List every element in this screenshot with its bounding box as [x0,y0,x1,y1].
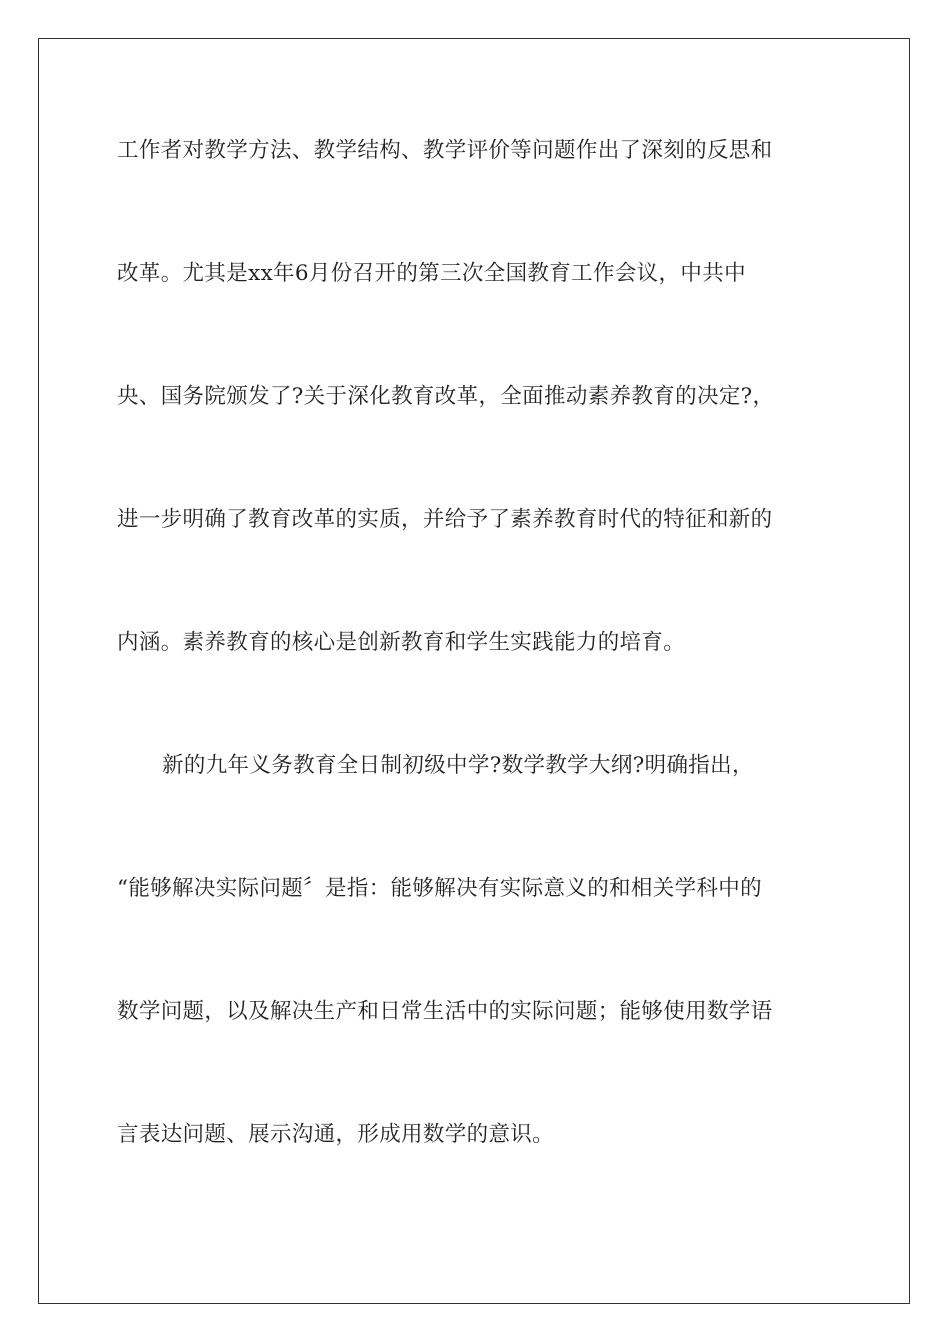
text-line: 数学问题，以及解决生产和日常生活中的实际问题；能够使用数学语 [117,999,773,1024]
text-line: 央、国务院颁发了?关于深化教育改革，全面推动素养教育的决定?， [117,384,775,409]
page-border [38,38,910,1304]
text-line: 言表达问题、展示沟通，形成用数学的意识。 [117,1122,555,1147]
text-line: 进一步明确了教育改革的实质，并给予了素养教育时代的特征和新的 [117,507,773,532]
text-line: 内涵。素养教育的核心是创新教育和学生实践能力的培育。 [117,630,686,655]
text-line: 改革。尤其是xx年6月份召开的第三次全国教育工作会议，中共中 [117,261,746,286]
text-line: “能够解决实际问题〞是指：能够解决有实际意义的和相关学科中的 [117,876,762,901]
text-line: 工作者对教学方法、教学结构、教学评价等问题作出了深刻的反思和 [117,138,773,163]
paragraph-start-line: 新的九年义务教育全日制初级中学?数学教学大纲?明确指出， [162,753,754,778]
